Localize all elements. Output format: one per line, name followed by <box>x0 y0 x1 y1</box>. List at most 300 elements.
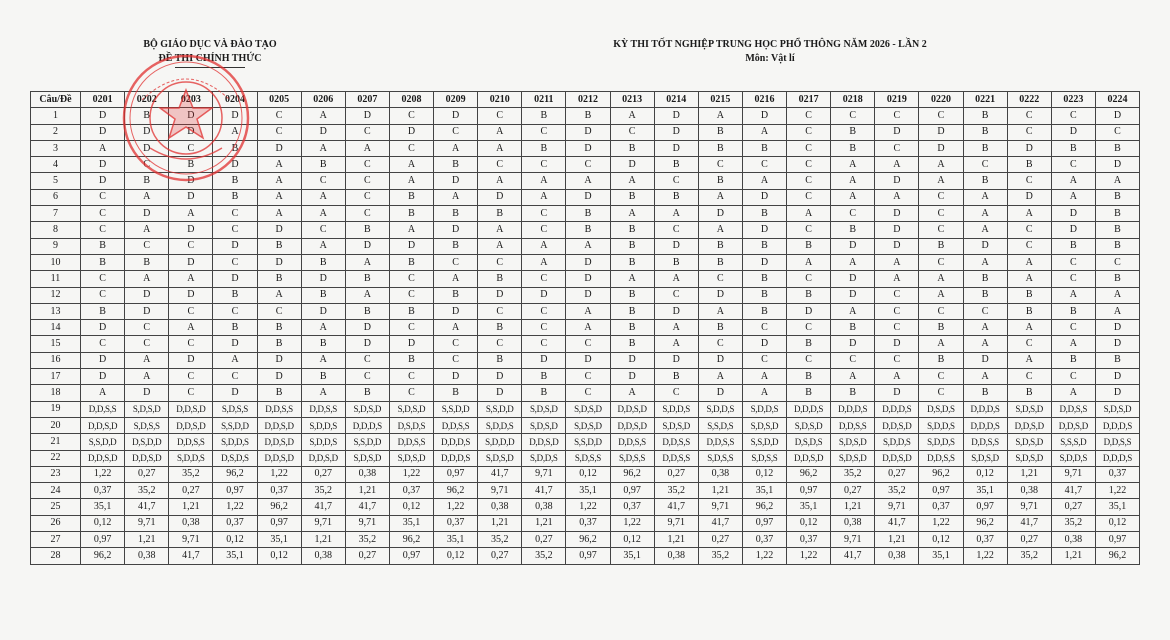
answer-cell: A <box>654 336 698 352</box>
answer-cell: A <box>1007 206 1051 222</box>
answer-cell: B <box>1051 303 1095 319</box>
answer-cell: S,D,D,S <box>1051 450 1095 466</box>
answer-cell: D <box>81 369 125 385</box>
answer-cell: C <box>698 271 742 287</box>
answer-cell: A <box>919 173 963 189</box>
answer-cell: 0,38 <box>831 515 875 531</box>
answer-cell: S,D,D,S <box>301 417 345 433</box>
answer-cell: 0,27 <box>1007 532 1051 548</box>
answer-cell: 1,21 <box>169 499 213 515</box>
column-header-code: 0207 <box>345 92 389 108</box>
answer-cell: A <box>1007 254 1051 270</box>
answer-cell: 0,97 <box>389 548 433 564</box>
answer-cell: A <box>698 303 742 319</box>
answer-cell: A <box>478 124 522 140</box>
answer-cell: S,D,S,D <box>831 434 875 450</box>
answer-cell: 0,97 <box>742 515 786 531</box>
answer-cell: A <box>566 173 610 189</box>
table-row <box>31 450 1140 466</box>
answer-cell: D <box>522 352 566 368</box>
answer-cell: A <box>257 189 301 205</box>
answer-cell: B <box>434 206 478 222</box>
answer-cell: B <box>963 108 1007 124</box>
answer-cell: S,D,S,D <box>125 401 169 417</box>
table-row <box>31 254 1140 270</box>
answer-cell: S,S,D,D <box>434 401 478 417</box>
answer-cell: D <box>698 352 742 368</box>
question-number: 9 <box>31 238 81 254</box>
table-row <box>31 320 1140 336</box>
answer-cell: B <box>1095 222 1139 238</box>
answer-cell: D <box>389 238 433 254</box>
answer-cell: 0,38 <box>654 548 698 564</box>
answer-cell: D <box>169 189 213 205</box>
answer-cell: A <box>1051 336 1095 352</box>
answer-cell: S,D,S,D <box>566 401 610 417</box>
answer-cell: C <box>478 254 522 270</box>
answer-cell: D <box>1051 222 1095 238</box>
answer-cell: B <box>213 189 257 205</box>
answer-cell: C <box>787 222 831 238</box>
column-header-code: 0208 <box>389 92 433 108</box>
answer-cell: D,D,S,D <box>1007 417 1051 433</box>
question-number: 11 <box>31 271 81 287</box>
answer-cell: D <box>301 271 345 287</box>
answer-cell: S,D,S,D <box>522 401 566 417</box>
answer-cell: C <box>919 254 963 270</box>
answer-cell: B <box>434 287 478 303</box>
answer-cell: D <box>1095 369 1139 385</box>
answer-cell: S,S,D,D <box>478 401 522 417</box>
answer-cell: 0,38 <box>1007 483 1051 499</box>
answer-cell: A <box>654 206 698 222</box>
answer-cell: D <box>742 189 786 205</box>
answer-cell: 1,21 <box>125 532 169 548</box>
answer-cell: A <box>831 369 875 385</box>
answer-cell: C <box>81 271 125 287</box>
answer-cell: A <box>301 140 345 156</box>
answer-cell: C <box>787 108 831 124</box>
question-number: 15 <box>31 336 81 352</box>
answer-cell: 35,2 <box>301 483 345 499</box>
answer-cell: A <box>875 271 919 287</box>
answer-cell: S,D,S,D <box>389 401 433 417</box>
answer-cell: D <box>566 124 610 140</box>
answer-cell: D <box>169 124 213 140</box>
answer-cell: D <box>213 271 257 287</box>
answer-cell: D <box>742 254 786 270</box>
answer-cell: 0,37 <box>434 515 478 531</box>
question-number: 13 <box>31 303 81 319</box>
answer-cell: D <box>169 173 213 189</box>
answer-cell: 1,21 <box>875 532 919 548</box>
table-row <box>31 336 1140 352</box>
answer-cell: A <box>389 157 433 173</box>
answer-cell: D,D,D,S <box>434 450 478 466</box>
answer-cell: A <box>169 206 213 222</box>
answer-cell: C <box>787 271 831 287</box>
answer-cell: D <box>169 287 213 303</box>
answer-cell: A <box>125 369 169 385</box>
answer-cell: D <box>257 254 301 270</box>
answer-cell: A <box>831 173 875 189</box>
answer-cell: D <box>1095 320 1139 336</box>
answer-cell: C <box>345 352 389 368</box>
table-row <box>31 548 1140 564</box>
answer-cell: B <box>345 385 389 401</box>
answer-cell: S,D,D,S <box>919 434 963 450</box>
answer-cell: B <box>787 336 831 352</box>
answer-cell: 96,2 <box>81 548 125 564</box>
exam-title: KỲ THI TỐT NGHIỆP TRUNG HỌC PHỔ THÔNG NĂM 2026 - LẦN 2 <box>613 39 927 50</box>
answer-cell: D <box>1051 124 1095 140</box>
answer-cell: B <box>610 336 654 352</box>
answer-cell: C <box>1007 173 1051 189</box>
answer-cell: A <box>698 222 742 238</box>
answer-cell: 1,22 <box>610 515 654 531</box>
answer-cell: 0,12 <box>389 499 433 515</box>
answer-cell: D,D,S,D <box>169 401 213 417</box>
answer-cell: B <box>81 254 125 270</box>
answer-cell: 35,1 <box>742 483 786 499</box>
answer-cell: B <box>831 320 875 336</box>
answer-cell: D <box>919 124 963 140</box>
answer-cell: 0,97 <box>213 483 257 499</box>
answer-cell: 96,2 <box>742 499 786 515</box>
answer-cell: S,D,D,S <box>301 434 345 450</box>
answer-cell: A <box>566 320 610 336</box>
answer-cell: 35,1 <box>963 483 1007 499</box>
question-number: 17 <box>31 369 81 385</box>
answer-cell: A <box>875 157 919 173</box>
answer-cell: S,S,D,D <box>566 434 610 450</box>
answer-cell: C <box>1051 271 1095 287</box>
answer-cell: D <box>1095 385 1139 401</box>
answer-cell: C <box>169 238 213 254</box>
answer-cell: D,D,S,D <box>875 450 919 466</box>
answer-cell: C <box>1007 108 1051 124</box>
answer-cell: B <box>831 222 875 238</box>
answer-cell: S,D,S,D <box>522 417 566 433</box>
answer-cell: A <box>301 385 345 401</box>
answer-cell: D <box>478 385 522 401</box>
answer-cell: 9,71 <box>1051 466 1095 482</box>
answer-cell: C <box>169 336 213 352</box>
answer-cell: 0,27 <box>301 466 345 482</box>
answer-cell: D <box>1095 108 1139 124</box>
answer-cell: S,D,D,S <box>919 417 963 433</box>
answer-cell: B <box>213 173 257 189</box>
answer-cell: C <box>478 108 522 124</box>
answer-cell: 0,37 <box>81 483 125 499</box>
answer-cell: C <box>389 385 433 401</box>
answer-cell: B <box>963 124 1007 140</box>
answer-cell: 1,21 <box>345 483 389 499</box>
answer-cell: A <box>434 320 478 336</box>
answer-cell: S,D,S,D <box>963 450 1007 466</box>
answer-cell: D <box>654 238 698 254</box>
answer-cell: B <box>522 108 566 124</box>
answer-cell: 0,27 <box>125 466 169 482</box>
answer-cell: B <box>213 287 257 303</box>
answer-cell: D <box>213 385 257 401</box>
answer-cell: A <box>963 222 1007 238</box>
question-number: 20 <box>31 417 81 433</box>
answer-cell: S,D,S,S <box>125 417 169 433</box>
answer-cell: A <box>963 336 1007 352</box>
answer-cell: B <box>698 173 742 189</box>
column-header-code: 0222 <box>1007 92 1051 108</box>
answer-cell: 1,22 <box>389 466 433 482</box>
answer-cell: C <box>742 320 786 336</box>
answer-cell: A <box>963 189 1007 205</box>
answer-cell: C <box>566 385 610 401</box>
answer-cell: 0,37 <box>742 532 786 548</box>
answer-cell: A <box>434 271 478 287</box>
answer-cell: D,D,S,S <box>389 434 433 450</box>
answer-cell: C <box>566 369 610 385</box>
answer-cell: 9,71 <box>831 532 875 548</box>
answer-cell: C <box>434 124 478 140</box>
answer-cell: S,D,S,D <box>1007 450 1051 466</box>
answer-cell: 9,71 <box>654 515 698 531</box>
answer-cell: D,D,S,D <box>125 450 169 466</box>
answer-cell: D <box>125 206 169 222</box>
answer-cell: D <box>610 369 654 385</box>
answer-cell: B <box>742 271 786 287</box>
answer-cell: D <box>301 303 345 319</box>
answer-cell: A <box>301 320 345 336</box>
answer-cell: B <box>610 303 654 319</box>
answer-cell: C <box>1051 157 1095 173</box>
answer-cell: 96,2 <box>257 499 301 515</box>
answer-cell: C <box>787 320 831 336</box>
answer-cell: 9,71 <box>522 466 566 482</box>
answer-cell: S,D,D,S <box>875 434 919 450</box>
answer-cell: 35,1 <box>610 548 654 564</box>
answer-cell: B <box>698 254 742 270</box>
answer-cell: 41,7 <box>831 548 875 564</box>
answer-cell: D <box>345 336 389 352</box>
answer-cell: 1,22 <box>81 466 125 482</box>
answer-cell: 0,38 <box>875 548 919 564</box>
answer-cell: D <box>81 157 125 173</box>
table-row <box>31 369 1140 385</box>
answer-cell: 96,2 <box>566 532 610 548</box>
answer-cell: C <box>654 385 698 401</box>
answer-cell: 0,12 <box>919 532 963 548</box>
answer-cell: C <box>389 140 433 156</box>
answer-cell: C <box>919 222 963 238</box>
answer-cell: A <box>831 254 875 270</box>
answer-cell: S,S,D,D <box>213 417 257 433</box>
answer-cell: 0,97 <box>610 483 654 499</box>
answer-cell: A <box>831 189 875 205</box>
answer-cell: S,D,S,S <box>566 450 610 466</box>
answer-cell: 9,71 <box>125 515 169 531</box>
answer-cell: 0,97 <box>1095 532 1139 548</box>
answer-cell: D <box>742 222 786 238</box>
answer-cell: D <box>213 157 257 173</box>
answer-cell: B <box>213 140 257 156</box>
answer-cell: B <box>301 254 345 270</box>
column-header-code: 0203 <box>169 92 213 108</box>
answer-cell: C <box>81 222 125 238</box>
answer-cell: D <box>963 238 1007 254</box>
answer-cell: C <box>566 157 610 173</box>
answer-cell: C <box>875 352 919 368</box>
answer-cell: B <box>81 303 125 319</box>
answer-cell: A <box>257 173 301 189</box>
answer-cell: B <box>213 320 257 336</box>
answer-cell: D,D,D,S <box>963 417 1007 433</box>
answer-cell: A <box>522 189 566 205</box>
answer-cell: S,D,S,D <box>654 417 698 433</box>
answer-cell: C <box>522 336 566 352</box>
answer-cell: D,D,S,S <box>610 434 654 450</box>
column-header-code: 0220 <box>919 92 963 108</box>
answer-cell: A <box>963 206 1007 222</box>
answer-cell: D,D,S,D <box>257 450 301 466</box>
answer-cell: D,D,D,S <box>875 401 919 417</box>
answer-cell: A <box>742 173 786 189</box>
answer-cell: 0,38 <box>345 466 389 482</box>
answer-cell: S,D,S,D <box>1095 401 1139 417</box>
answer-cell: 1,22 <box>1095 483 1139 499</box>
answer-cell: C <box>389 320 433 336</box>
answer-cell: D <box>257 140 301 156</box>
answer-cell: C <box>654 287 698 303</box>
answer-cell: A <box>81 140 125 156</box>
table-row <box>31 385 1140 401</box>
answer-cell: D <box>963 352 1007 368</box>
answer-cell: C <box>654 173 698 189</box>
answer-cell: B <box>522 140 566 156</box>
answer-cell: 0,37 <box>257 483 301 499</box>
answer-cell: D <box>831 238 875 254</box>
answer-cell: D <box>169 352 213 368</box>
answer-cell: 41,7 <box>301 499 345 515</box>
answer-cell: D <box>566 254 610 270</box>
answer-cell: S,D,S,D <box>345 450 389 466</box>
answer-cell: 35,1 <box>257 532 301 548</box>
answer-cell: 0,12 <box>787 515 831 531</box>
answer-cell: 0,38 <box>1051 532 1095 548</box>
column-header-code: 0202 <box>125 92 169 108</box>
answer-cell: B <box>301 336 345 352</box>
answer-cell: B <box>389 254 433 270</box>
answer-cell: D,D,S,S <box>1095 434 1139 450</box>
answer-cell: C <box>1007 238 1051 254</box>
question-number: 1 <box>31 108 81 124</box>
answer-cell: D,S,D,S <box>787 434 831 450</box>
answer-cell: D <box>566 271 610 287</box>
answer-cell: C <box>1051 108 1095 124</box>
answer-cell: 1,22 <box>963 548 1007 564</box>
answer-cell: D <box>698 385 742 401</box>
table-row <box>31 271 1140 287</box>
answer-cell: D,D,S,S <box>963 434 1007 450</box>
answer-cell: C <box>522 303 566 319</box>
answer-cell: C <box>787 124 831 140</box>
answer-cell: A <box>742 385 786 401</box>
answer-cell: D <box>1095 336 1139 352</box>
answer-cell: A <box>919 336 963 352</box>
question-number: 24 <box>31 483 81 499</box>
answer-cell: 41,7 <box>654 499 698 515</box>
answer-cell: B <box>1007 157 1051 173</box>
column-header-code: 0215 <box>698 92 742 108</box>
answer-cell: B <box>1095 189 1139 205</box>
answer-cell: A <box>1051 189 1095 205</box>
answer-cell: B <box>610 140 654 156</box>
answer-cell: B <box>257 320 301 336</box>
answer-cell: 35,1 <box>434 532 478 548</box>
answer-cell: 1,21 <box>478 515 522 531</box>
answer-cell: 0,27 <box>522 532 566 548</box>
answer-cell: A <box>345 140 389 156</box>
answer-cell: C <box>1007 124 1051 140</box>
answer-cell: S,S,S,D <box>1051 434 1095 450</box>
answer-cell: D <box>213 238 257 254</box>
answer-cell: D,D,D,S <box>434 434 478 450</box>
answer-cell: 35,1 <box>81 499 125 515</box>
answer-cell: C <box>654 222 698 238</box>
table-row <box>31 483 1140 499</box>
answer-cell: A <box>1095 287 1139 303</box>
answer-cell: 0,97 <box>963 499 1007 515</box>
answer-cell: D,D,S,D <box>610 401 654 417</box>
answer-cell: S,D,S,D <box>478 450 522 466</box>
answer-cell: A <box>522 238 566 254</box>
answer-cell: D,S,D,D <box>125 434 169 450</box>
column-header-code: 0212 <box>566 92 610 108</box>
answer-cell: C <box>787 173 831 189</box>
answer-cell: B <box>787 238 831 254</box>
answer-cell: B <box>1007 385 1051 401</box>
table-row <box>31 238 1140 254</box>
answer-cell: D <box>1095 157 1139 173</box>
answer-cell: 0,97 <box>566 548 610 564</box>
answer-cell: A <box>345 287 389 303</box>
answer-cell: 0,38 <box>698 466 742 482</box>
answer-cell: C <box>213 222 257 238</box>
answer-cell: 1,22 <box>213 499 257 515</box>
answer-cell: B <box>698 238 742 254</box>
answer-cell: B <box>1007 287 1051 303</box>
answer-cell: A <box>478 140 522 156</box>
answer-cell: D <box>213 336 257 352</box>
answer-cell: D <box>654 352 698 368</box>
answer-cell: 9,71 <box>875 499 919 515</box>
answer-cell: A <box>125 352 169 368</box>
answer-cell: A <box>610 206 654 222</box>
answer-cell: C <box>389 108 433 124</box>
answer-cell: S,D,S,D <box>742 417 786 433</box>
answer-cell: 41,7 <box>522 483 566 499</box>
answer-cell: 35,2 <box>875 483 919 499</box>
answer-cell: B <box>257 271 301 287</box>
answer-cell: B <box>522 385 566 401</box>
answer-cell: C <box>345 157 389 173</box>
answer-cell: D,D,S,S <box>831 417 875 433</box>
answer-cell: B <box>698 320 742 336</box>
answer-cell: 35,1 <box>566 483 610 499</box>
answer-cell: 9,71 <box>301 515 345 531</box>
answer-cell: C <box>125 157 169 173</box>
answer-cell: D,D,S,D <box>81 417 125 433</box>
answer-cell: D <box>919 140 963 156</box>
